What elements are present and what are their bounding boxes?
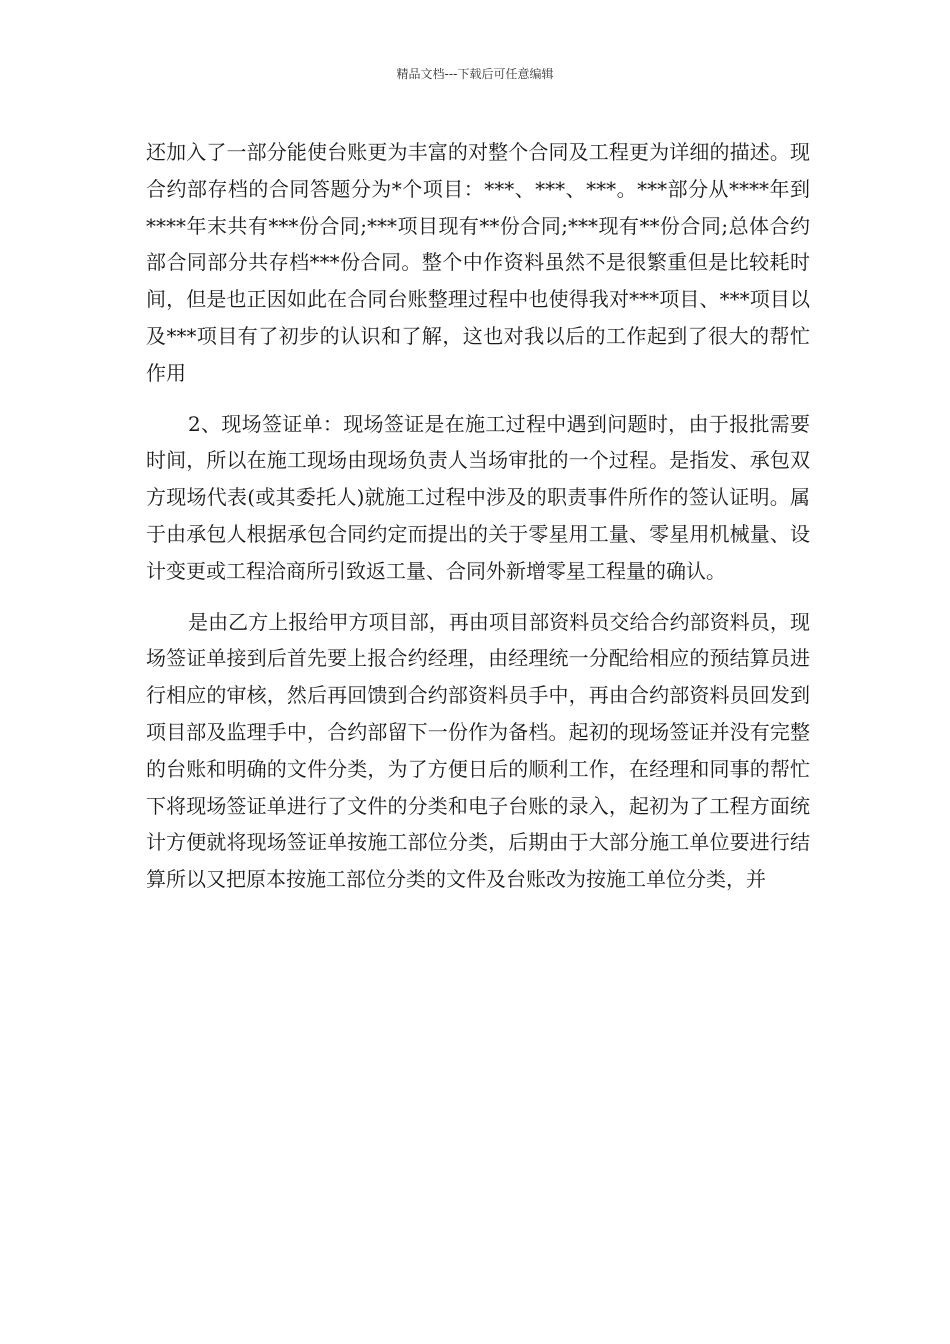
paragraph-contract-ledger: 还加入了一部分能使台账更为丰富的对整个合同及工程更为详细的描述。现合约部存档的合同答题分为*个项目：***、***、***。***部分从****年到****年末共有***份合同;***项目现有**份合同;***现有**份合同;总体合约部合同部分共存档***份合同。整个中作资料虽然不是很繁重但是比较耗时间，但是也正因如此在合同台账整理过程中也使得我对***项目、***项目以及***项目有了初步的认识和了解，这也对我以后的工作起到了很大的帮忙作用 [146,140,810,385]
paragraph-visa-workflow: 是由乙方上报给甲方项目部，再由项目部资料员交给合约部资料员，现场签证单接到后首先要上报合约经理，由经理统一分配给相应的预结算员进行相应的审核，然后再回馈到合约部资料员手中，再由合约部资料员回发到项目部及监理手中，合约部留下一份作为备档。起初的现场签证并没有完整的台账和明确的文件分类，为了方便日后的顺利工作，在经理和同事的帮忙下将现场签证单进行了文件的分类和电子台账的录入，起初为了工程方面统计方便就将现场签证单按施工部位分类，后期由于大部分施工单位要进行结算所以又把原本按施工部位分类的文件及台账改为按施工单位分类，并 [146,609,810,892]
page-header: 精品文档---下载后可任意编辑 [396,67,554,81]
paragraph-site-visa: 2、现场签证单：现场签证是在施工过程中遇到问题时，由于报批需要时间，所以在施工现场由现场负责人当场审批的一个过程。是指发、承包双方现场代表(或其委托人)就施工过程中涉及的职责事件所作的签认证明。属于由承包人根据承包合同约定而提出的关于零星用工量、零星用机械量、设计变更或工程洽商所引致返工量、合同外新增零星工程量的确认。 [146,411,810,583]
document-body [146,134,810,898]
